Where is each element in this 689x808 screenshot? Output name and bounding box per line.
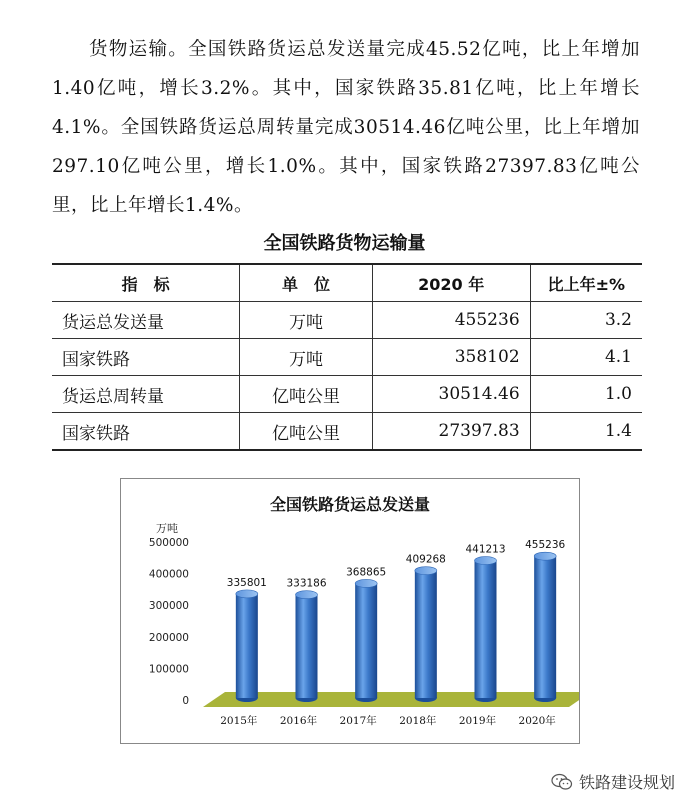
header-change: 比上年±% xyxy=(530,264,642,302)
watermark xyxy=(551,770,675,793)
cell-unit: 亿吨公里 xyxy=(240,376,373,413)
table-row xyxy=(52,302,642,339)
cell-indicator: 货运总周转量 xyxy=(52,376,240,413)
table-title: 全国铁路货物运输量 xyxy=(263,233,426,254)
header-indicator: 指 标 xyxy=(52,264,240,302)
bar-body xyxy=(475,561,497,698)
bar-value-label: 441213 xyxy=(465,543,506,556)
y-axis-unit-label: 万吨 xyxy=(156,522,178,535)
y-tick-label: 200000 xyxy=(148,631,189,644)
x-tick-label: 2016年 xyxy=(279,715,318,727)
x-tick-label: 2020年 xyxy=(518,715,556,727)
chart-container xyxy=(120,478,580,744)
table-row xyxy=(52,413,642,451)
bar-body xyxy=(355,583,377,698)
cell-change: 1.0 xyxy=(530,376,642,413)
table-row xyxy=(52,376,642,413)
bar-top xyxy=(475,557,497,565)
header-unit: 单 位 xyxy=(240,264,373,302)
bar-top xyxy=(355,579,377,587)
bar-top xyxy=(534,552,556,560)
x-tick-label: 2015年 xyxy=(220,715,258,727)
y-tick-label: 300000 xyxy=(148,600,189,613)
header-year: 2020 年 xyxy=(372,264,530,302)
bar-body xyxy=(296,595,318,698)
cell-change: 1.4 xyxy=(530,413,642,451)
table-row xyxy=(52,339,642,376)
bar-body xyxy=(236,594,258,698)
bar xyxy=(415,567,437,702)
cell-indicator: 国家铁路 xyxy=(52,413,240,451)
x-tick-label: 2018年 xyxy=(399,715,437,727)
bar xyxy=(296,591,318,702)
bar xyxy=(236,590,258,702)
cell-change: 3.2 xyxy=(530,302,642,339)
bar-value-label: 455236 xyxy=(525,539,566,552)
cell-indicator: 货运总发送量 xyxy=(52,302,240,339)
bar-body xyxy=(534,556,556,698)
bar xyxy=(534,552,556,702)
y-tick-label: 0 xyxy=(182,695,189,707)
wechat-icon xyxy=(551,773,573,791)
cell-value: 455236 xyxy=(372,302,530,339)
cell-value: 358102 xyxy=(372,339,530,376)
table-header-row xyxy=(52,264,642,302)
bar-chart xyxy=(121,479,579,743)
cell-change: 4.1 xyxy=(530,339,642,376)
bar-value-label: 335801 xyxy=(226,576,267,589)
bar-top xyxy=(296,591,318,599)
bar-value-label: 333186 xyxy=(286,577,327,590)
cell-indicator: 国家铁路 xyxy=(52,339,240,376)
freight-table xyxy=(52,263,642,451)
bar-body xyxy=(415,571,437,698)
bar-value-label: 368865 xyxy=(346,566,387,579)
y-tick-label: 100000 xyxy=(148,663,189,676)
bar xyxy=(475,557,497,702)
body-paragraph: 货物运输。全国铁路货运总发送量完成45.52亿吨，比上年增加1.40亿吨，增长3.2%。其中，国家铁路35.81亿吨，比上年增长4.1%。全国铁路货运总周转量完成30514.46亿吨公里，比上年增加297.10亿吨公里，增长1.0%。其中，国家铁路27397.83亿吨公里，比上年增长1.4%。 xyxy=(52,39,640,216)
bar-top xyxy=(236,590,258,598)
x-tick-label: 2017年 xyxy=(339,715,377,727)
cell-value: 30514.46 xyxy=(372,376,530,413)
cell-unit: 亿吨公里 xyxy=(240,413,373,451)
watermark-text: 铁路建设规划 xyxy=(578,773,675,792)
bar-top xyxy=(415,567,437,575)
cell-value: 27397.83 xyxy=(372,413,530,451)
bar xyxy=(355,579,377,702)
bar-value-label: 409268 xyxy=(405,553,446,566)
chart-title: 全国铁路货运总发送量 xyxy=(269,495,431,514)
cell-unit: 万吨 xyxy=(240,302,373,339)
cell-unit: 万吨 xyxy=(240,339,373,376)
chart-floor xyxy=(203,692,579,707)
y-tick-label: 500000 xyxy=(148,537,189,549)
y-tick-label: 400000 xyxy=(148,568,189,581)
x-tick-label: 2019年 xyxy=(458,715,497,727)
